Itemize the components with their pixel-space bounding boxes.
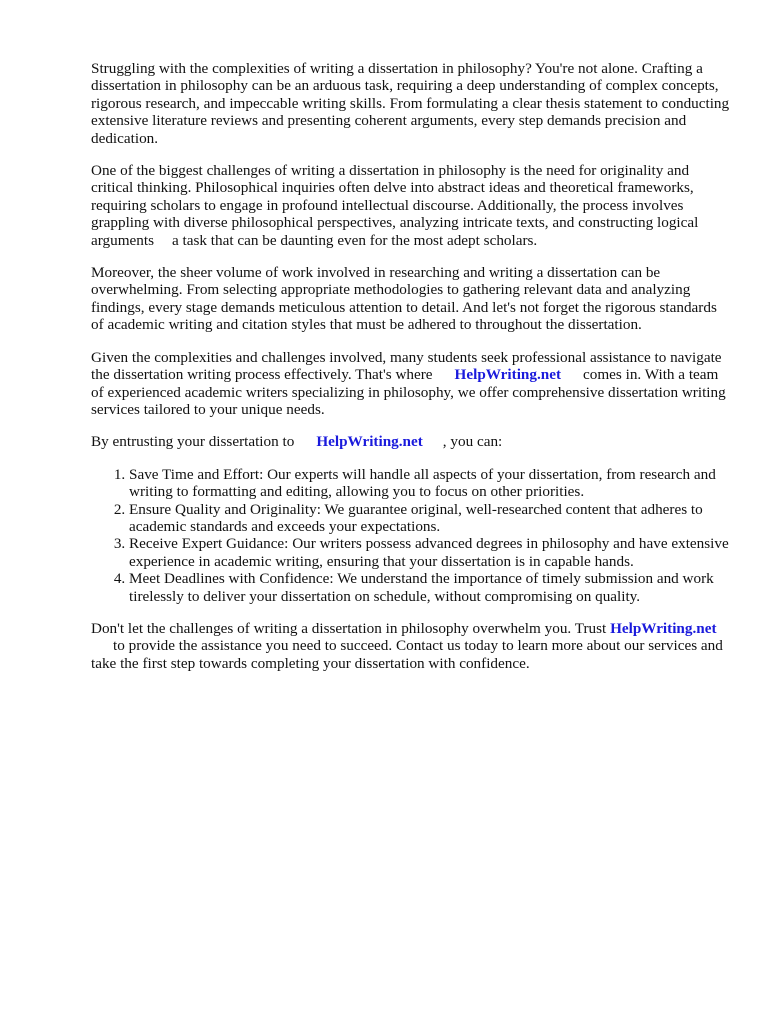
intro-paragraph [91,60,731,147]
challenges-text: One of the biggest challenges of writing a dissertation in philosophy is the need for originality and critical thinking. Philosophical inquiries often delve into abstract ideas and theoretical frameworks, requiring scholars to engage in profound intellectual discourse. Additionally, the process involves grappling with diverse philosophical perspectives, analyzing intricate texts, and constructing logical arguments [91,162,699,249]
assistance-paragraph [91,349,731,419]
assistance-text: Given the complexities and challenges involved, many students seek professional assistance to navigate the dissertation writing process effectively. That's where [91,348,722,384]
assistance-text-end: comes in. With a team of experienced academic writers specializing in philosophy, we offer comprehensive dissertation writing services tailored to your unique needs. [91,366,726,418]
entrust-text: By entrusting your dissertation to [91,433,295,451]
closing-text: Don't let the challenges of writing a dissertation in philosophy overwhelm you. Trust [91,619,607,637]
challenges-paragraph [91,162,731,249]
helpwriting-link[interactable]: HelpWriting.net [610,619,717,637]
entrust-text-end: , you can: [442,433,503,451]
workload-text: Moreover, the sheer volume of work involved in researching and writing a dissertation can be overwhelming. From selecting appropriate methodologies to gathering relevant data and analyzing findings, every stage demands meticulous attention to detail. And let's not forget the rigorous standards of academic writing and citation styles that must be adhered to throughout the dissertation. [91,264,717,334]
list-item: 2. Ensure Quality and Originality: We guarantee original, well-researched content that adheres to academic standards and exceeds your expectations. [129,501,731,536]
helpwriting-link[interactable]: HelpWriting.net [454,366,562,384]
helpwriting-link[interactable]: HelpWriting.net [316,433,423,451]
workload-paragraph [91,264,731,334]
list-item: 1. Save Time and Effort: Our experts will handle all aspects of your dissertation, from research and writing to formatting and editing, allowing you to focus on other priorities. [129,466,731,501]
list-item: 4. Meet Deadlines with Confidence: We understand the importance of timely submission and work tirelessly to deliver your dissertation on schedule, without compromising on quality. [129,570,731,605]
benefits-list [91,466,731,605]
list-item: 3. Receive Expert Guidance: Our writers possess advanced degrees in philosophy and have extensive experience in academic writing, ensuring that your dissertation is in capable hands. [129,535,731,570]
challenges-text-end: a task that can be daunting even for the most adept scholars. [172,231,538,249]
closing-paragraph [91,620,731,672]
closing-text-end: to provide the assistance you need to succeed. Contact us today to learn more about our services and take the first step towards completing your dissertation with confidence. [91,637,723,672]
intro-text: Struggling with the complexities of writing a dissertation in philosophy? You're not alone. Crafting a dissertation in philosophy can be an arduous task, requiring a deep understanding of complex concepts, rigorous research, and impeccable writing skills. From formulating a clear thesis statement to conducting extensive literature reviews and presenting coherent arguments, every step demands precision and dedication. [91,60,730,147]
document-page [91,60,731,687]
entrust-paragraph [91,433,731,450]
